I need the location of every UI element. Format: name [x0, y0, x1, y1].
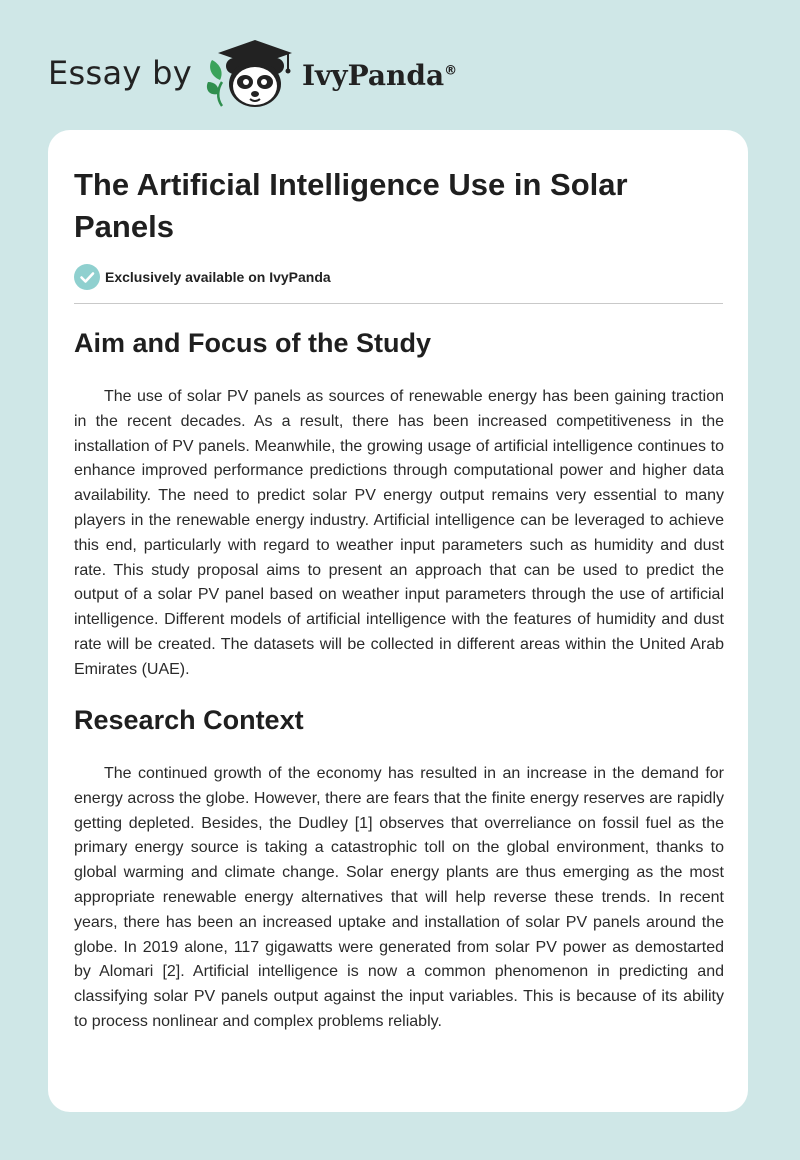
exclusive-badge-label: Exclusively available on IvyPanda [105, 269, 331, 285]
title-divider [74, 303, 723, 304]
registered-mark: ® [444, 63, 458, 79]
brand-name: IvyPanda® [301, 58, 458, 92]
brand-prefix: Essay by [48, 54, 192, 92]
page-title: The Artificial Intelligence Use in Solar Panels [74, 167, 628, 244]
check-circle-icon [74, 264, 100, 290]
section-paragraph-context: The continued growth of the economy has resulted in an increase in the demand for energy across the globe. However, there are fears that the finite energy reserves are rapidly getting depleted. Besides, the Dudley [1] observes that overreliance on fossil fuel as the primary energy source is taking a catastrophic toll on the global environment, thanks to global warming and climate change. Solar energy plants are thus emerging as the most appropriate renewable energy alternatives that will help reverse these trends. In recent years, there has been an increased uptake and installation of solar PV panels around the globe. In 2019 alone, 117 gigawatts were generated from solar PV power as demostarted by Alomari [2]. Artificial intelligence is now a common phenomenon in predicting and classifying solar PV panels output against the input variables. This is because of its ability to process nonlinear and complex problems reliably. [74, 765, 724, 1030]
document-card [48, 130, 748, 1112]
exclusive-badge [74, 264, 331, 290]
section-heading-aim: Aim and Focus of the Study [74, 328, 432, 358]
section-paragraph-aim: The use of solar PV panels as sources of renewable energy has been gaining traction in the recent decades. As a result, there has been increased competitiveness in the installation of PV panels. Meanwhile, the growing usage of artificial intelligence continues to enhance improved performance predictions through computational power and higher data availability. The need to predict solar PV energy output remains very essential to many players in the renewable energy industry. Artificial intelligence can be leveraged to achieve this end, particularly with regard to weather input parameters such as humidity and dust rate. This study proposal aims to present an approach that can be used to predict the output of a solar PV panel based on weather input parameters through the use of artificial intelligence. Different models of artificial intelligence with the features of humidity and dust rate will be created. The datasets will be collected in different areas within the United Arab Emirates (UAE). [74, 388, 724, 678]
section-heading-context: Research Context [74, 705, 304, 735]
panda-graduation-cap-logo-icon [206, 36, 300, 110]
brand-header[interactable] [48, 36, 457, 110]
